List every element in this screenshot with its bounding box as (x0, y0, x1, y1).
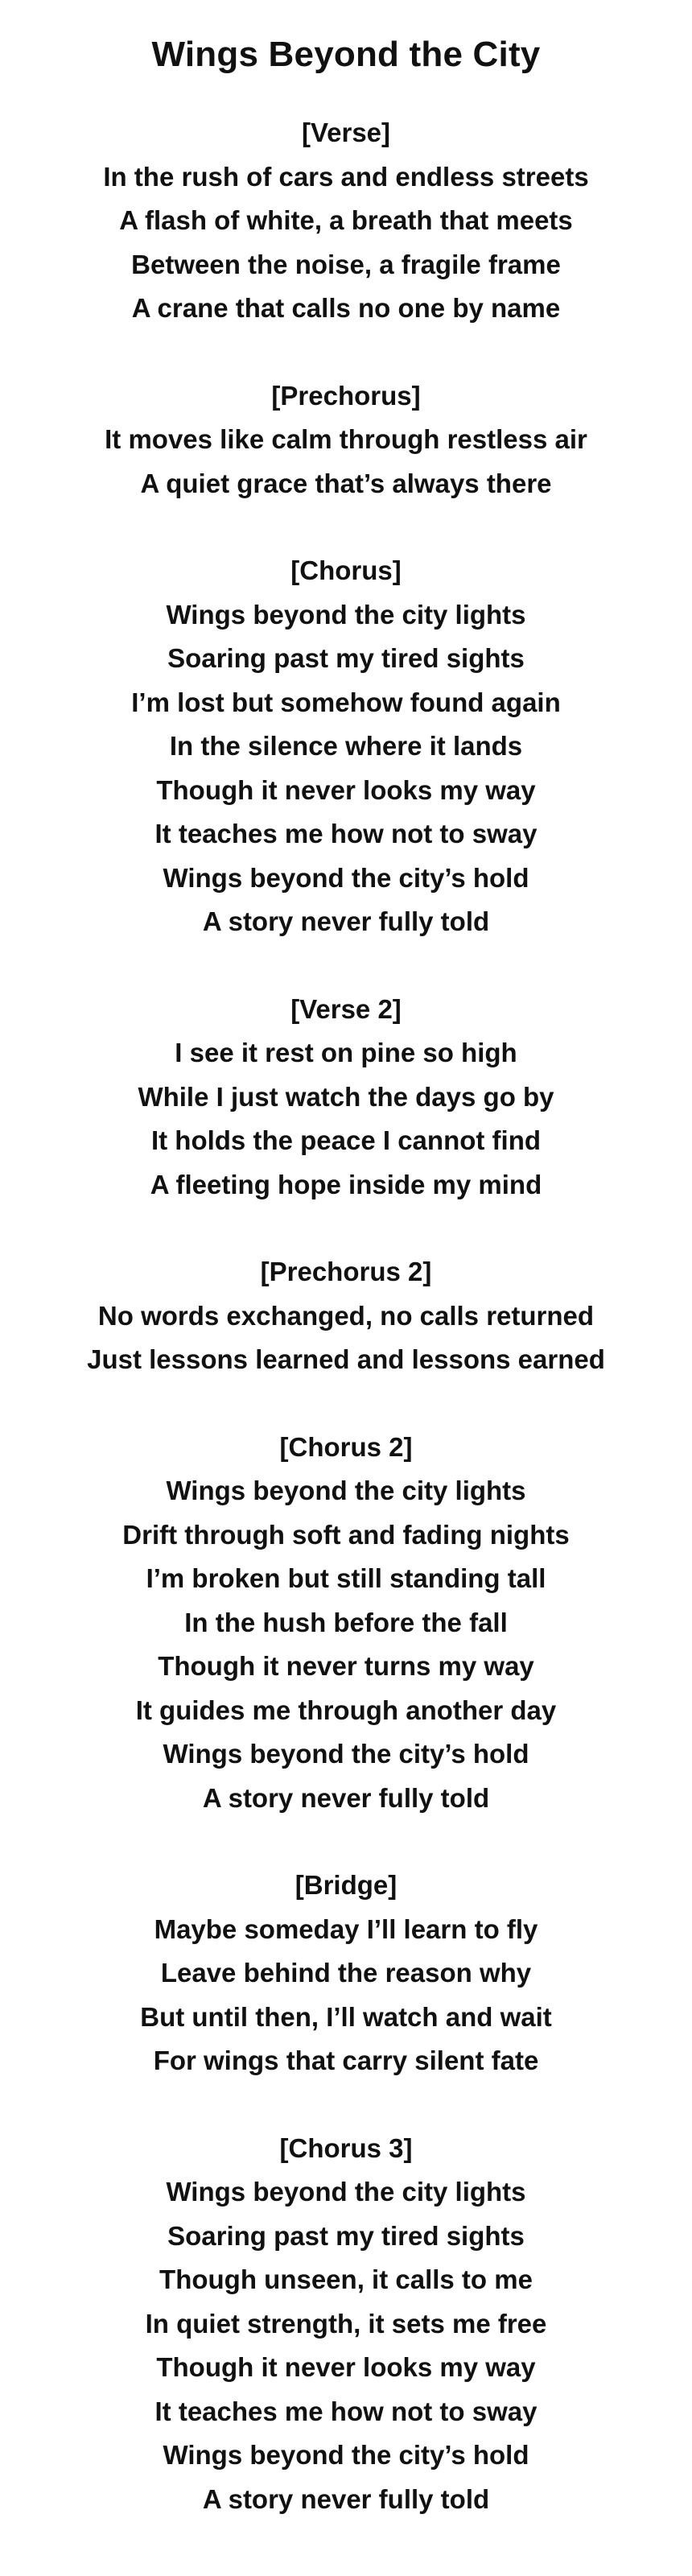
lyric-line: But until then, I’ll watch and wait (140, 2001, 552, 2032)
lyric-line: I’m lost but somehow found again (131, 687, 561, 717)
section-label: [Verse 2] (290, 993, 402, 1024)
section-label: [Chorus 3] (279, 2132, 413, 2163)
lyric-section (0, 2127, 692, 2522)
lyric-line: It guides me through another day (135, 1695, 557, 1725)
section-label: [Prechorus 2] (260, 1257, 432, 1286)
lyric-line: Wings beyond the city’s hold (163, 2440, 529, 2470)
lyric-line: I see it rest on pine so high (175, 1038, 517, 1067)
lyric-line: In the hush before the fall (184, 1607, 508, 1637)
section-label: [Prechorus] (271, 380, 421, 411)
lyric-line: It moves like calm through restless air (105, 424, 587, 454)
lyric-section (0, 1864, 692, 2083)
lyric-line: A story never fully told (202, 1782, 490, 1813)
lyric-line: A crane that calls no one by name (131, 293, 561, 323)
lyric-section (0, 1426, 692, 1821)
section-label: [Chorus] (290, 555, 402, 585)
lyric-line: In quiet strength, it sets me free (145, 2308, 547, 2339)
lyric-section (0, 549, 692, 944)
lyric-line: Wings beyond the city lights (166, 1476, 526, 1505)
lyric-line: It holds the peace I cannot find (150, 1125, 542, 1155)
lyric-line: No words exchanged, no calls returned (97, 1300, 595, 1331)
lyric-line: Though it never looks my way (156, 774, 536, 805)
lyric-line: It teaches me how not to sway (154, 2396, 538, 2426)
lyric-line: Between the noise, a fragile frame (131, 249, 561, 279)
lyric-line: Just lessons learned and lessons earned (87, 1344, 605, 1374)
lyric-line: Soaring past my tired sights (167, 643, 525, 673)
lyric-line: In the silence where it lands (169, 731, 523, 761)
lyric-line: A story never fully told (202, 2483, 490, 2514)
lyric-line: In the rush of cars and endless streets (103, 161, 589, 192)
lyric-line: Wings beyond the city lights (166, 2177, 526, 2207)
lyric-line: For wings that carry silent fate (153, 2046, 539, 2075)
lyric-line: Wings beyond the city’s hold (163, 1739, 529, 1769)
lyric-section (0, 1250, 692, 1382)
lyric-line: Leave behind the reason why (160, 1958, 532, 1988)
section-label: [Chorus 2] (279, 1431, 413, 1462)
lyric-line: A flash of white, a breath that meets (119, 205, 573, 235)
lyric-line: Though it never looks my way (156, 2352, 536, 2382)
song-title: Wings Beyond the City (151, 35, 541, 74)
section-label: [Bridge] (295, 1870, 397, 1900)
lyric-line: Drift through soft and fading nights (122, 1519, 570, 1550)
lyric-line: Maybe someday I’ll learn to fly (154, 1913, 538, 1944)
lyric-line: Though unseen, it calls to me (159, 2264, 533, 2294)
lyric-line: Though it never turns my way (158, 1651, 534, 1681)
lyric-line: I’m broken but still standing tall (146, 1563, 546, 1593)
lyric-section (0, 988, 692, 1208)
lyrics-body (0, 111, 692, 2521)
lyric-line: It teaches me how not to sway (154, 819, 538, 848)
lyric-line: Wings beyond the city lights (166, 599, 526, 630)
lyric-line: A fleeting hope inside my mind (150, 1169, 542, 1199)
section-label: [Verse] (301, 118, 391, 147)
lyric-line: While I just watch the days go by (138, 1081, 554, 1112)
lyric-line: Wings beyond the city’s hold (163, 862, 529, 893)
lyric-line: Soaring past my tired sights (167, 2220, 525, 2251)
lyric-line: A story never fully told (202, 906, 490, 936)
lyric-section (0, 374, 692, 506)
lyric-line: A quiet grace that’s always there (140, 468, 552, 498)
lyric-section (0, 111, 692, 331)
